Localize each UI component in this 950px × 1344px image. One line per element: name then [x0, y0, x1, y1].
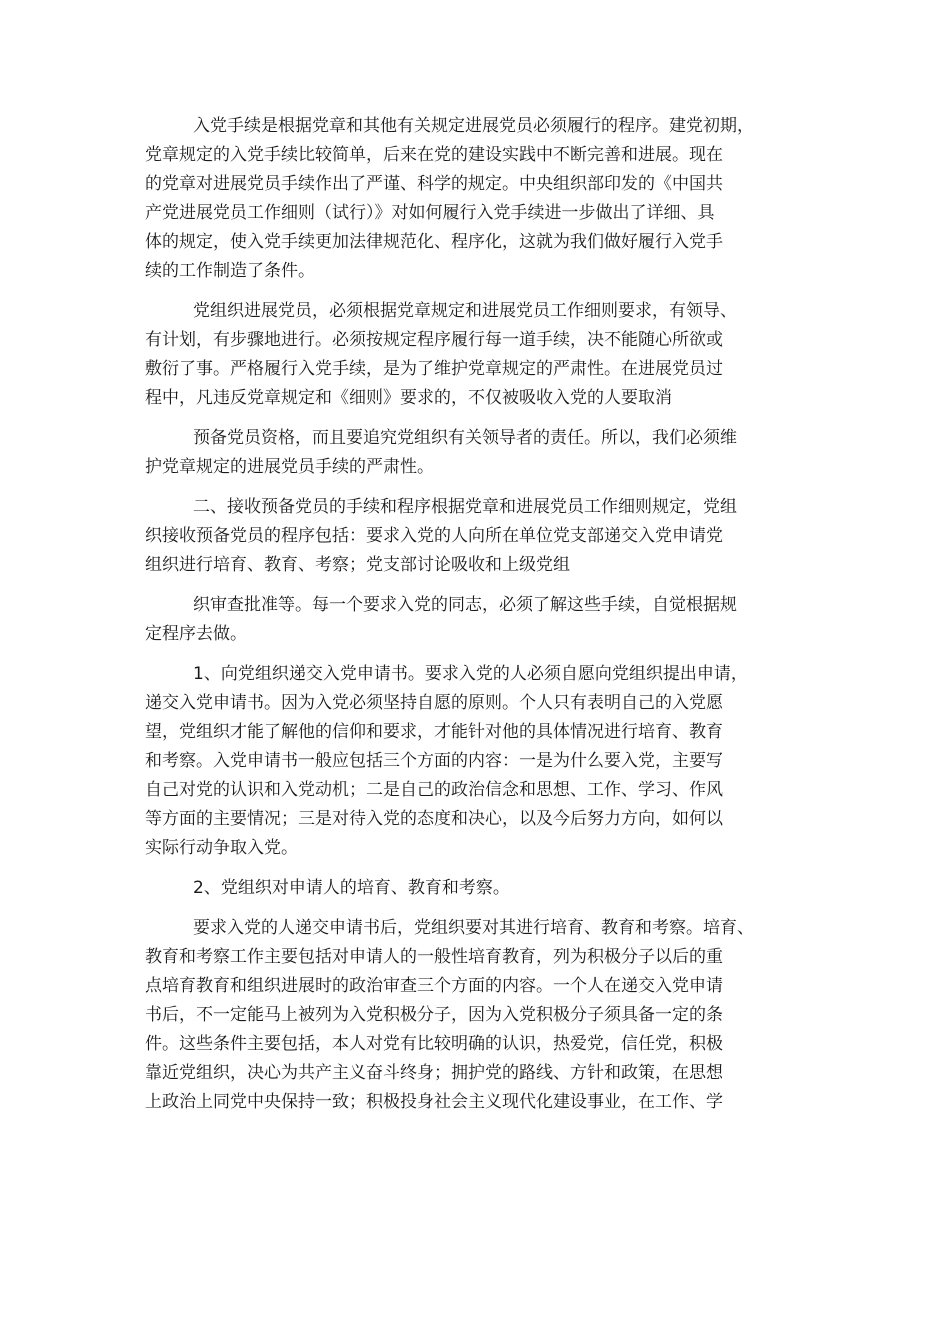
- paragraph: [145, 424, 810, 482]
- paragraph-line: 续的工作制造了条件。: [145, 261, 315, 281]
- paragraph-line: 程中，凡违反党章规定和《细则》要求的，不仅被吸收入党的人要取消: [145, 388, 672, 408]
- paragraph: [145, 660, 810, 863]
- paragraph-line: 敷衍了事。严格履行入党手续，是为了维护党章规定的严肃性。在进展党员过: [145, 359, 723, 379]
- paragraph-line: 望，党组织才能了解他的信仰和要求，才能针对他的具体情况进行培育、教育: [145, 722, 723, 742]
- paragraph-line: 上政治上同党中央保持一致；积极投身社会主义现代化建设事业，在工作、学: [145, 1092, 723, 1112]
- paragraph-first-line: 预备党员资格，而且要追究党组织有关领导者的责任。所以，我们必须维: [193, 428, 737, 448]
- paragraph-line: 护党章规定的进展党员手续的严肃性。: [145, 457, 434, 477]
- paragraph-line: 党章规定的入党手续比较简单，后来在党的建设实践中不断完善和进展。现在: [145, 145, 723, 165]
- paragraph-line: 组织进行培育、教育、考察；党支部讨论吸收和上级党组: [145, 555, 570, 575]
- paragraph: [145, 112, 810, 286]
- paragraph: [145, 874, 810, 903]
- paragraph-line: 产党进展党员工作细则（试行）》对如何履行入党手续进一步做出了详细、具: [145, 203, 715, 223]
- paragraph-first-line: 1、向党组织递交入党申请书。要求入党的人必须自愿向党组织提出申请，: [193, 664, 748, 684]
- paragraph-first-line: 二、接收预备党员的手续和程序根据党章和进展党员工作细则规定，党组: [193, 497, 737, 517]
- paragraph-first-line: 2、党组织对申请人的培育、教育和考察。: [193, 878, 510, 898]
- paragraph-line: 定程序去做。: [145, 624, 247, 644]
- paragraph-line: 织接收预备党员的程序包括：要求入党的人向所在单位党支部递交入党申请党: [145, 526, 723, 546]
- paragraph-line: 的党章对进展党员手续作出了严谨、科学的规定。中央组织部印发的《中国共: [145, 174, 723, 194]
- paragraph-line: 等方面的主要情况；三是对待入党的态度和决心，以及今后努力方向，如何以: [145, 809, 723, 829]
- paragraph-line: 有计划，有步骤地进行。必须按规定程序履行每一道手续，决不能随心所欲或: [145, 330, 723, 350]
- paragraph: [145, 914, 810, 1117]
- paragraph-line: 靠近党组织，决心为共产主义奋斗终身；拥护党的路线、方针和政策，在思想: [145, 1063, 723, 1083]
- document-body: [145, 112, 810, 1128]
- paragraph-line: 书后，不一定能马上被列为入党积极分子，因为入党积极分子须具备一定的条: [145, 1005, 723, 1025]
- paragraph: [145, 297, 810, 413]
- paragraph-first-line: 织审查批准等。每一个要求入党的同志，必须了解这些手续，自觉根据规: [193, 595, 737, 615]
- paragraph: [145, 591, 810, 649]
- paragraph: [145, 493, 810, 580]
- paragraph-line: 递交入党申请书。因为入党必须坚持自愿的原则。个人只有表明自己的入党愿: [145, 693, 723, 713]
- paragraph-first-line: 要求入党的人递交申请书后，党组织要对其进行培育、教育和考察。培育、: [193, 918, 754, 938]
- paragraph-first-line: 党组织进展党员，必须根据党章规定和进展党员工作细则要求，有领导、: [193, 301, 737, 321]
- paragraph-line: 体的规定，使入党手续更加法律规范化、程序化，这就为我们做好履行入党手: [145, 232, 723, 252]
- paragraph-line: 件。这些条件主要包括，本人对党有比较明确的认识，热爱党，信任党，积极: [145, 1034, 723, 1054]
- paragraph-line: 自己对党的认识和入党动机；二是自己的政治信念和思想、工作、学习、作风: [145, 780, 723, 800]
- paragraph-line: 实际行动争取入党。: [145, 838, 298, 858]
- paragraph-line: 和考察。入党申请书一般应包括三个方面的内容：一是为什么要入党，主要写: [145, 751, 723, 771]
- paragraph-line: 教育和考察工作主要包括对申请人的一般性培育教育，列为积极分子以后的重: [145, 947, 723, 967]
- paragraph-line: 点培育教育和组织进展时的政治审查三个方面的内容。一个人在递交入党申请: [145, 976, 723, 996]
- paragraph-first-line: 入党手续是根据党章和其他有关规定进展党员必须履行的程序。建党初期，: [193, 116, 754, 136]
